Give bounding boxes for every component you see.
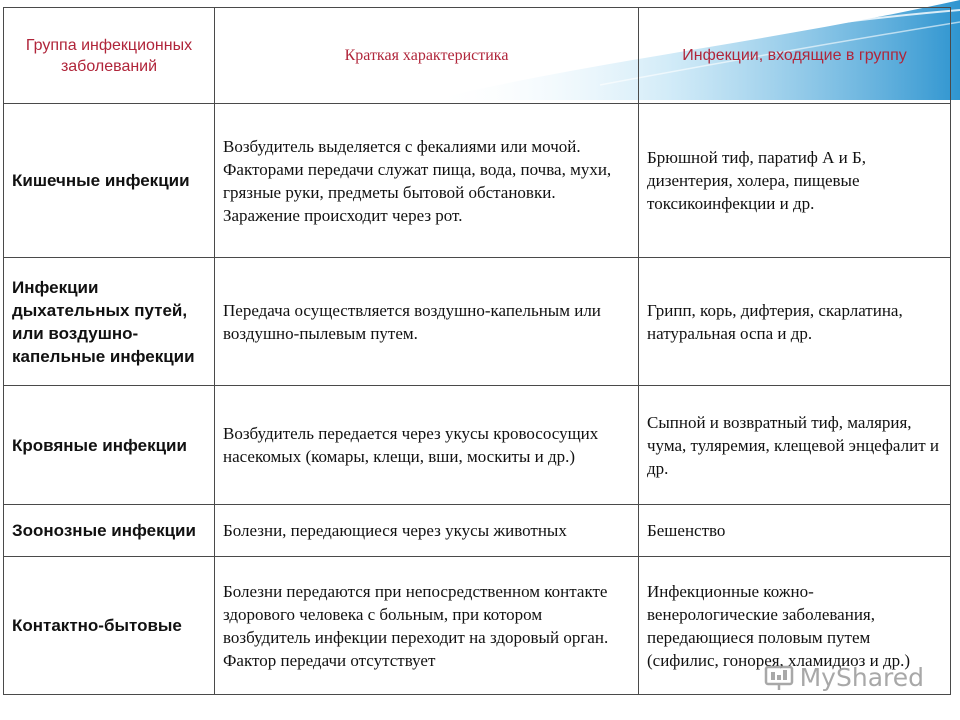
table-row (4, 386, 951, 505)
header-infections: Инфекции, входящие в группу (639, 8, 951, 104)
infections-cell: Грипп, корь, дифтерия, скарлатина, натуральная оспа и др. (639, 258, 951, 386)
projector-screen-icon (764, 664, 794, 692)
table-row (4, 104, 951, 258)
description-cell: Передача осуществляется воздушно-капельным или воздушно-пылевым путем. (215, 258, 639, 386)
description-cell: Болезни, передающиеся через укусы животных (215, 505, 639, 557)
infections-cell: Инфекционные кожно-венерологические заболевания, передающиеся половым путем (сифилис, гонорея, хламидиоз и др.) (639, 557, 951, 695)
group-cell: Зоонозные инфекции (4, 505, 215, 557)
header-characteristic: Краткая характеристика (215, 8, 639, 104)
infection-groups-table (3, 7, 951, 695)
description-cell: Болезни передаются при непосредственном контакте здорового человека с больным, при котором возбудитель инфекции переходит на здоровый орган. Фактор передачи отсутствует (215, 557, 639, 695)
description-cell: Возбудитель выделяется с фекалиями или мочой. Факторами передачи служат пища, вода, почва, мухи, грязные руки, предметы бытовой обстановки. Заражение происходит через рот. (215, 104, 639, 258)
watermark-text: MyShared (799, 663, 924, 692)
group-cell: Кровяные инфекции (4, 386, 215, 505)
table-row (4, 505, 951, 557)
watermark (764, 663, 924, 692)
group-cell: Контактно-бытовые (4, 557, 215, 695)
description-cell: Возбудитель передается через укусы кровососущих насекомых (комары, клещи, вши, москиты и др.) (215, 386, 639, 505)
infections-cell: Брюшной тиф, паратиф А и Б, дизентерия, холера, пищевые токсикоинфекции и др. (639, 104, 951, 258)
infections-cell: Сыпной и возвратный тиф, малярия, чума, туляремия, клещевой энцефалит и др. (639, 386, 951, 505)
group-cell: Кишечные инфекции (4, 104, 215, 258)
table-row (4, 258, 951, 386)
header-group: Группа инфекционных заболеваний (4, 8, 215, 104)
group-cell: Инфекции дыхательных путей, или воздушно-капельные инфекции (4, 258, 215, 386)
infections-cell: Бешенство (639, 505, 951, 557)
table-header-row (4, 8, 951, 104)
